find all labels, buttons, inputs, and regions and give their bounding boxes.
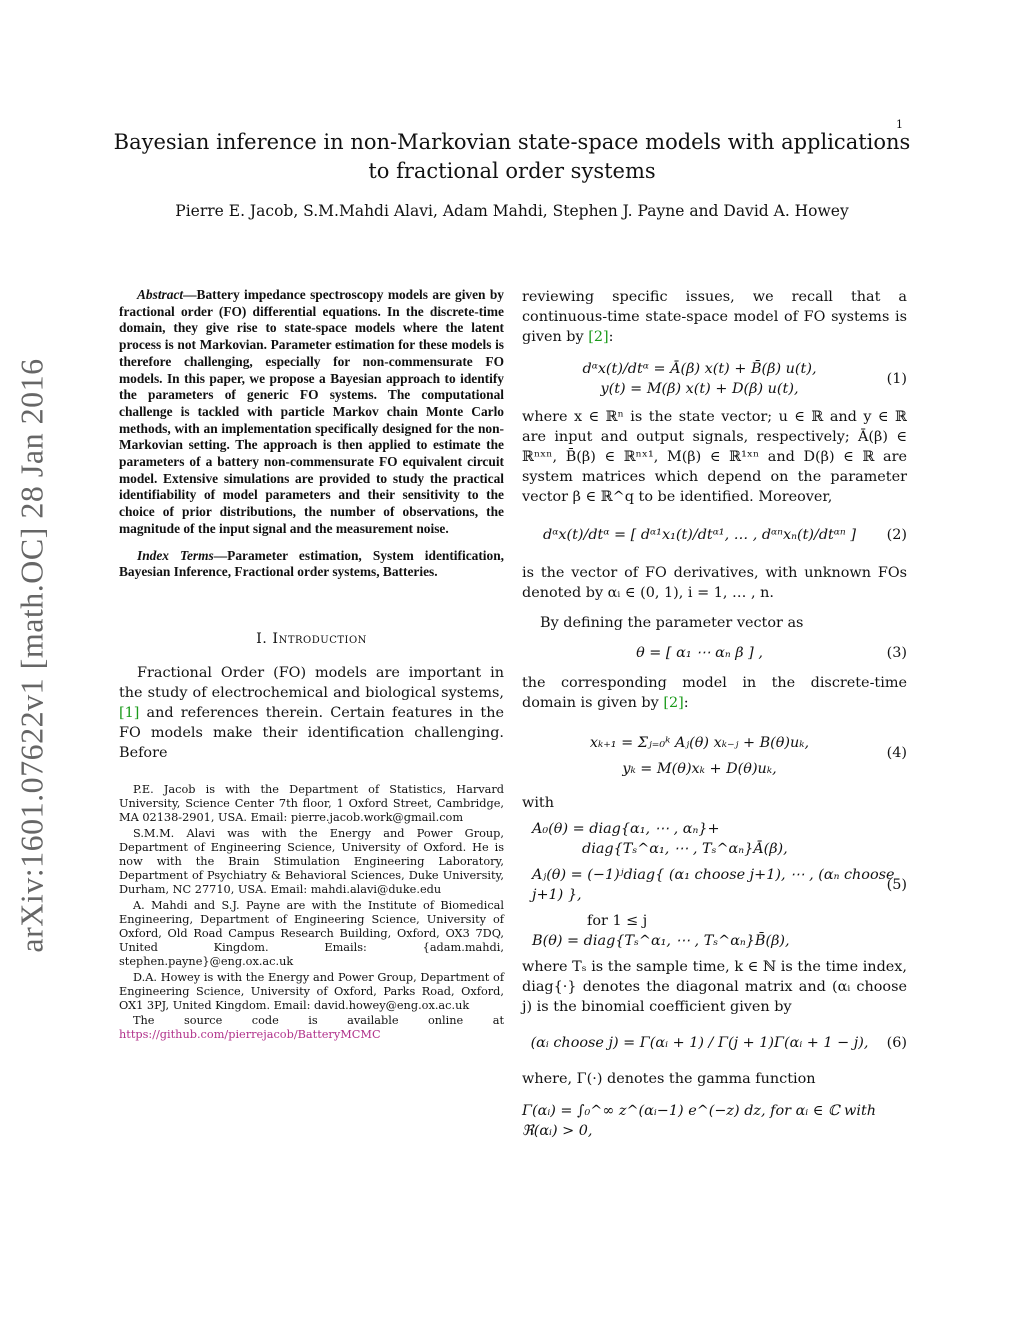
right-column	[522, 287, 907, 1153]
paragraph-fo-derivatives: is the vector of FO derivatives, with unknown FOs denoted by αᵢ ∈ (0, 1), i = 1, … , n.	[522, 565, 907, 601]
index-terms-text: —Parameter estimation, System identification, Bayesian Inference, Fractional order systems, Batteries.	[119, 547, 505, 580]
para-text: reviewing specific issues, we recall that a continuous-time state-space model of FO systems is given by	[522, 289, 907, 345]
left-column	[119, 287, 504, 1044]
equation-number: (6)	[886, 1035, 907, 1051]
arxiv-stamp: arXiv:1601.07622v1 [math.OC] 28 Jan 2016	[13, 358, 50, 953]
equation-5	[522, 819, 907, 951]
equation-number: (3)	[886, 645, 907, 661]
footnote-howey: D.A. Howey is with the Energy and Power Group, Department of Engineering Science, University of Oxford, Parks Road, Oxford, OX1 3PJ, United Kingdom. Email: david.howey@eng.ox.ac.uk	[119, 970, 504, 1012]
page-number: 1	[896, 118, 903, 131]
equation-7	[522, 1101, 907, 1141]
citation-link[interactable]: [1]	[119, 704, 140, 721]
footnote-source-text: The source code is available online at	[133, 1014, 504, 1028]
para-text: :	[683, 695, 689, 711]
section-number: I.	[256, 630, 268, 647]
equation-line: y(t) = M(β) x(t) + D(β) u(t),	[600, 381, 799, 397]
equation-3	[522, 643, 907, 663]
section-heading	[119, 629, 504, 649]
paragraph-discrete-model	[522, 673, 907, 713]
paragraph-state-vector: where x ∈ ℝⁿ is the state vector; u ∈ ℝ and y ∈ ℝ are input and output signals, respectively; Ā(β) ∈ ℝⁿˣⁿ, B̄(β) ∈ ℝⁿˣ¹, M(β) ∈ ℝ¹ˣⁿ and D(β) ∈ ℝ are system matrices which depend on the parameter vector β ∈ ℝ^q to be identified. Moreover,	[522, 409, 907, 505]
footnote-jacob: P.E. Jacob is with the Department of Statistics, Harvard University, Science Center 7th floor, 1 Oxford Street, Cambridge, MA 02138-2901, USA. Email: pierre.jacob.work@gmail.com	[119, 782, 504, 825]
intro-paragraph	[119, 663, 504, 763]
equation-line: xₖ₊₁ = Σⱼ₌₀ᵏ Aⱼ(θ) xₖ₋ⱼ + B(θ)uₖ,	[589, 735, 810, 751]
paragraph-gamma: where, Γ(·) denotes the gamma function	[522, 1071, 816, 1087]
paragraph-parameter-vector: By defining the parameter vector as	[540, 615, 804, 631]
paragraph-continuation	[522, 287, 907, 347]
footnote-mahdi-payne: A. Mahdi and S.J. Payne are with the Institute of Biomedical Engineering, Department of Engineering Science, University of Oxford, Old Road Campus Research Building, Oxford, OX3 7DQ, United Kingdom. Emails: {adam.mahdi, stephen.payne}@eng.ox.ac.uk	[119, 898, 504, 969]
citation-link[interactable]: [2]	[663, 695, 684, 711]
github-link[interactable]: https://github.com/pierrejacob/BatteryMCMC	[119, 1028, 381, 1042]
abstract-text: —Battery impedance spectroscopy models are given by fractional order (FO) differential equations. In the discrete-time domain, they give rise to state-space models where the latent process is not Markovian. Parameter estimation for these models is therefore challenging, especially for non-commensurate FO models. In this paper, we propose a Bayesian approach to identify the parameters of generic FO systems. The computational challenge is tackled with particle Markov chain Monte Carlo methods, with an implementation specifically designed for the non-Markovian setting. The approach is then applied to estimate the parameters of a battery non-commensurate FO equivalent circuit model. Extensive simulations are provided to study the practical identifiability of model parameters and their sensitivity to the choice of prior distributions, the number of observations, the magnitude of the input signal and the measurement noise.	[119, 287, 504, 536]
index-terms-label: Index Terms	[137, 547, 214, 563]
equation-line: Γ(αᵢ) = ∫₀^∞ z^(αᵢ−1) e^(−z) dz, for αᵢ ∈ ℂ with ℜ(αᵢ) > 0,	[522, 1103, 877, 1139]
equation-line: dᵅx(t)/dtᵅ = Ā(β) x(t) + B̄(β) u(t),	[582, 361, 817, 377]
equation-line: θ = [ α₁ ⋯ αₙ β ] ,	[636, 645, 763, 661]
paragraph-sample-time: where Tₛ is the sample time, k ∈ ℕ is the time index, diag{·} denotes the diagonal matrix and (αᵢ choose j) is the binomial coefficient given by	[522, 959, 907, 1015]
intro-text-a: Fractional Order (FO) models are important in the study of electrochemical and biological systems,	[119, 664, 504, 701]
equation-line: dᵅx(t)/dtᵅ = [ dᵅ¹x₁(t)/dtᵅ¹, … , dᵅⁿxₙ(t)/dtᵅⁿ ]	[543, 527, 856, 543]
intro-text-b: and references therein. Certain features in the FO models make their identification challenging. Before	[119, 704, 504, 761]
abstract	[119, 287, 504, 538]
equation-4	[522, 727, 907, 779]
equation-line: diag{Tₛ^α₁, ⋯ , Tₛ^αₙ}Ā(β),	[582, 841, 788, 857]
equation-line: A₀(θ) = diag{α₁, ⋯ , αₙ}+	[532, 821, 720, 837]
equation-line: yₖ = M(θ)xₖ + D(θ)uₖ,	[622, 761, 777, 777]
paragraph-with: with	[522, 795, 554, 811]
para-text: the corresponding model in the discrete-time domain is given by	[522, 675, 907, 711]
footnote-source-code	[119, 1014, 504, 1042]
para-text: :	[608, 329, 614, 345]
equation-line: B(θ) = diag{Tₛ^α₁, ⋯ , Tₛ^αₙ}B̄(β),	[532, 933, 790, 949]
equation-number: (5)	[886, 877, 907, 893]
abstract-label: Abstract	[137, 287, 184, 302]
paper-title: Bayesian inference in non-Markovian state-space models with applications to fractional order systems	[113, 130, 911, 183]
footnote-alavi: S.M.M. Alavi was with the Energy and Power Group, Department of Engineering Science, University of Oxford. He is now with the Brain Stimulation Engineering Laboratory, Department of Psychiatry & Behavioral Sciences, Duke University, Durham, NC 27710, USA. Email: mahdi.alavi@duke.edu	[119, 826, 504, 897]
equation-line: (αᵢ choose j) = Γ(αᵢ + 1) / Γ(j + 1)Γ(αᵢ + 1 − j),	[530, 1035, 869, 1051]
equation-1	[522, 359, 907, 399]
equation-line: for 1 ≤ j	[587, 913, 648, 929]
equation-number: (4)	[886, 745, 907, 761]
index-terms	[119, 548, 504, 581]
equation-6	[522, 1029, 907, 1057]
citation-link[interactable]: [2]	[588, 329, 609, 345]
equation-number: (2)	[886, 527, 907, 543]
equation-2	[522, 517, 907, 553]
equation-number: (1)	[886, 371, 907, 387]
author-list: Pierre E. Jacob, S.M.Mahdi Alavi, Adam Mahdi, Stephen J. Payne and David A. Howey	[175, 202, 849, 220]
section-title: Introduction	[272, 630, 367, 647]
footnotes	[119, 783, 504, 1043]
equation-line: Aⱼ(θ) = (−1)ʲdiag{ (α₁ choose j+1), ⋯ , (αₙ choose j+1) },	[532, 867, 895, 903]
